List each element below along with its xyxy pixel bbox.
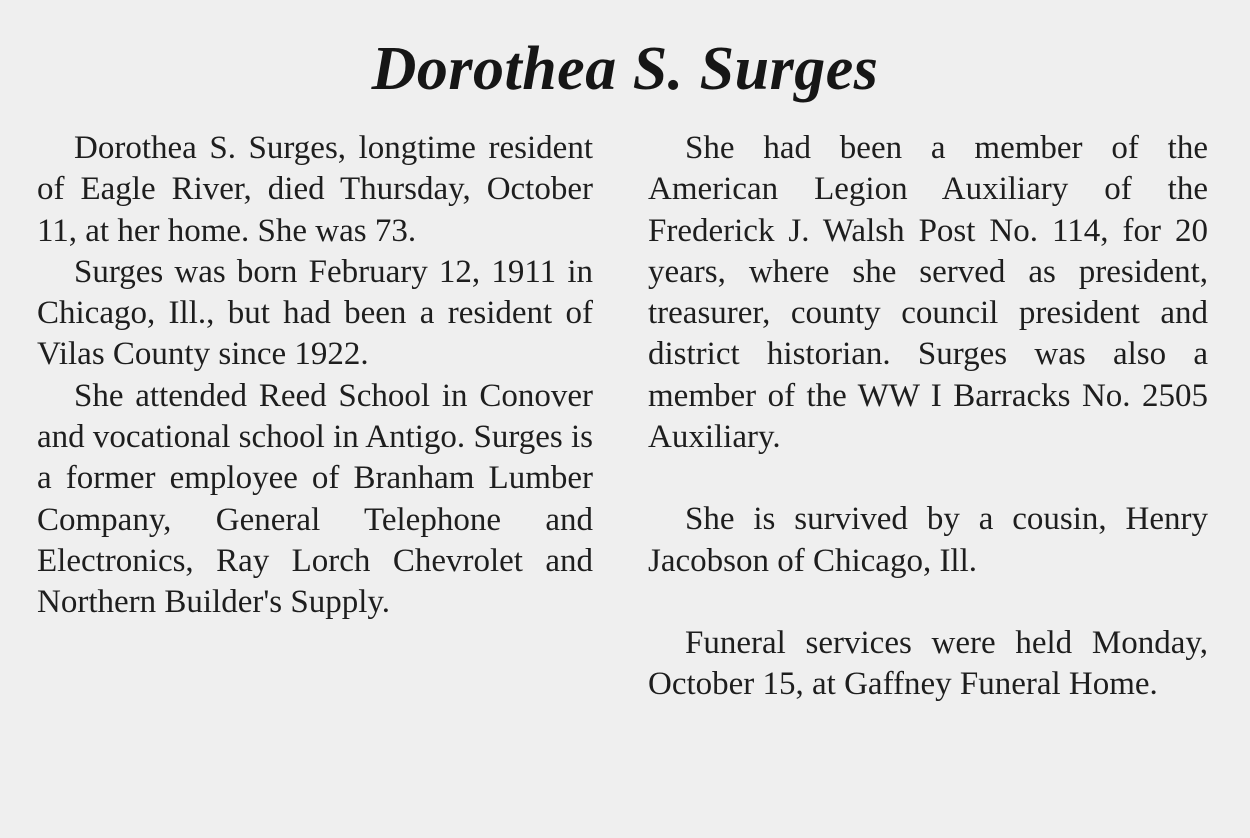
paragraph-birth: Surges was born February 12, 1911 in Chicago, Ill., but had been a resident of Vilas County since 1922. <box>37 253 593 373</box>
paragraph-memberships: She had been a member of the American Legion Auxiliary of the Frederick J. Walsh Post No. 114, for 20 years, where she served as president, treasurer, county council president and district historian. Surges was also a member of the WW I Barracks No. 2505 Auxiliary. <box>648 130 1208 456</box>
paragraph-education-employment: She attended Reed School in Conover and vocational school in Antigo. Surges is a former employee of Branham Lumber Company, General Telephone and Electronics, Ray Lorch Chevrolet and Northern Builder's Supply. <box>37 377 593 621</box>
right-column <box>648 128 1208 706</box>
paragraph-survivors: She is survived by a cousin, Henry Jacobson of Chicago, Ill. <box>648 501 1208 579</box>
paragraph-funeral: Funeral services were held Monday, October 15, at Gaffney Funeral Home. <box>648 624 1208 703</box>
left-column <box>37 128 593 624</box>
paragraph-death-notice: Dorothea S. Surges, longtime resident of Eagle River, died Thursday, October 11, at her home. She was 73. <box>37 130 593 249</box>
obituary-headline: Dorothea S. Surges <box>371 35 879 103</box>
